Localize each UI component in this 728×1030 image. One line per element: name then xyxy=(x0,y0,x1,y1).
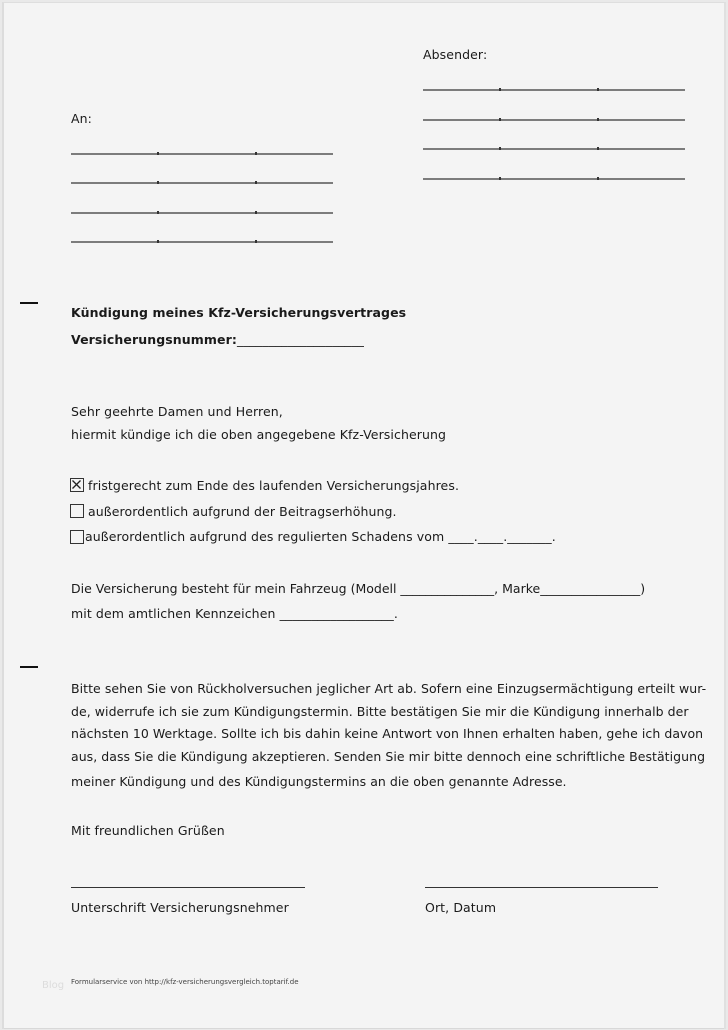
checkbox-option-1[interactable] xyxy=(70,478,84,492)
option-1-label: fristgerecht zum Ende des laufenden Versicherungsjahres. xyxy=(88,478,460,493)
recipient-label: An: xyxy=(71,111,92,126)
sender-line-2[interactable] xyxy=(423,119,685,121)
checkbox-option-3[interactable] xyxy=(70,530,84,544)
vehicle-line-1: Die Versicherung besteht für mein Fahrzeug (Modell _______________, Marke________________) xyxy=(71,581,646,596)
vehicle-line-2: mit dem amtlichen Kennzeichen __________________. xyxy=(71,606,398,621)
checkbox-option-2[interactable] xyxy=(70,504,84,518)
page-bottom-edge xyxy=(4,1028,724,1029)
signature-left-label: Unterschrift Versicherungsnehmer xyxy=(71,900,289,915)
footer-text: Formularservice von http://kfz-versicherungsvergleich.toptarif.de xyxy=(71,978,299,986)
sender-line-3[interactable] xyxy=(423,148,685,150)
recipient-line-4[interactable] xyxy=(71,241,333,243)
paragraph-line-2: de, widerrufe ich sie zum Kündigungstermin. Bitte bestätigen Sie mir die Kündigung innerhalb der xyxy=(71,703,689,719)
signature-line-left[interactable] xyxy=(71,887,305,888)
sender-line-4[interactable] xyxy=(423,178,685,180)
signature-line-right[interactable] xyxy=(425,887,658,888)
fold-mark-top xyxy=(20,302,38,304)
recipient-line-1[interactable] xyxy=(71,153,333,155)
policy-number-row xyxy=(71,332,364,348)
salutation: Sehr geehrte Damen und Herren, xyxy=(71,404,283,419)
option-2-label: außerordentlich aufgrund der Beitragserhöhung. xyxy=(88,504,397,519)
closing: Mit freundlichen Grüßen xyxy=(71,823,225,838)
body-paragraph xyxy=(71,678,706,794)
recipient-line-2[interactable] xyxy=(71,182,333,184)
option-3-label: außerordentlich aufgrund des regulierten Schadens vom ____.____._______. xyxy=(85,529,556,544)
checkmark-x-icon xyxy=(71,479,82,490)
policy-number-label: Versicherungsnummer: xyxy=(71,332,237,347)
paragraph-line-5: meiner Kündigung und des Kündigungstermins an die oben genannte Adresse. xyxy=(71,774,567,789)
recipient-line-3[interactable] xyxy=(71,212,333,214)
sender-label: Absender: xyxy=(423,47,488,62)
watermark-text: Blog xyxy=(42,980,65,991)
paragraph-line-4: aus, dass Sie die Kündigung akzeptieren. Senden Sie mir bitte dennoch eine schriftliche Bestätigung xyxy=(71,748,706,764)
signature-right-label: Ort, Datum xyxy=(425,900,497,915)
fold-mark-middle xyxy=(20,666,38,668)
paragraph-line-3: nächsten 10 Werktage. Sollte ich bis dahin keine Antwort von Ihnen erhalten haben, gehe ich davon xyxy=(71,726,704,741)
subject-title: Kündigung meines Kfz-Versicherungsvertrages xyxy=(71,305,407,320)
document-page xyxy=(2,2,726,1029)
policy-number-field[interactable]: ____________________ xyxy=(236,332,364,347)
sender-line-1[interactable] xyxy=(423,89,685,91)
paragraph-line-1: Bitte sehen Sie von Rückholversuchen jeglicher Art ab. Sofern eine Einzugsermächtigung erteilt wur- xyxy=(71,681,707,696)
intro-text: hiermit kündige ich die oben angegebene Kfz-Versicherung xyxy=(71,427,447,442)
